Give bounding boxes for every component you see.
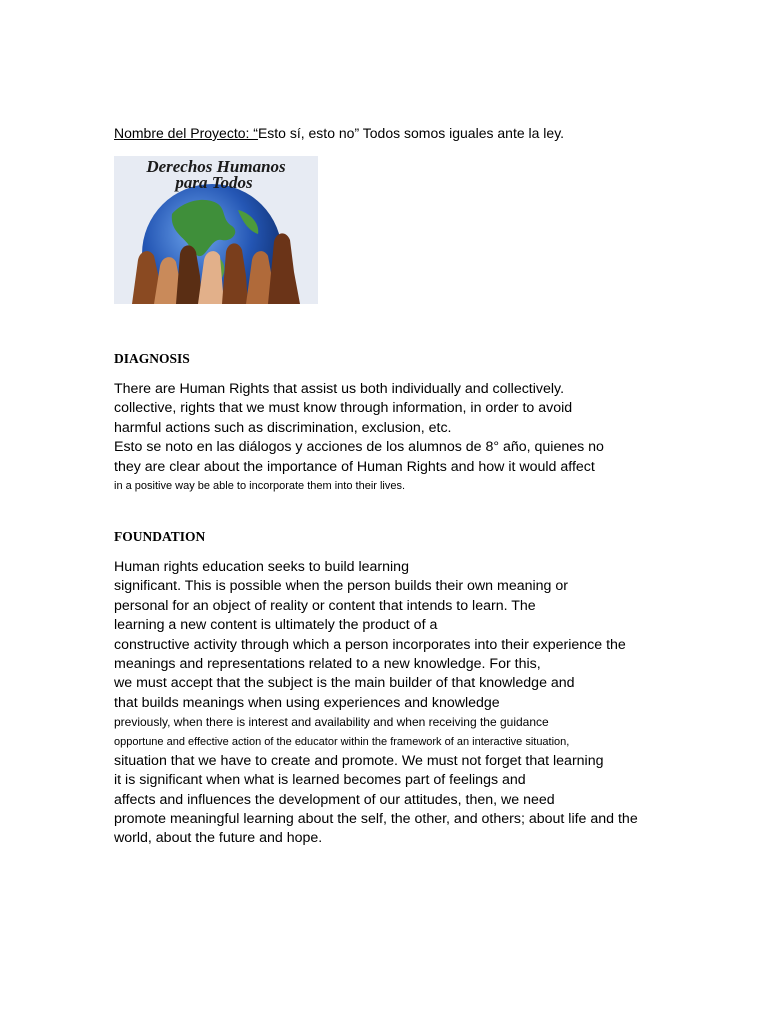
foundation-line: significant. This is possible when the person builds their own meaning or bbox=[114, 578, 568, 595]
foundation-line: affects and influences the development of our attitudes, then, we need bbox=[114, 791, 555, 808]
foundation-line: Human rights education seeks to build learning bbox=[114, 559, 409, 575]
foundation-line: learning a new content is ultimately the product of a bbox=[114, 617, 438, 634]
foundation-paragraph bbox=[114, 558, 638, 849]
diagnosis-line: harmful actions such as discrimination, exclusion, etc. bbox=[114, 419, 452, 436]
project-name-line bbox=[114, 124, 564, 142]
foundation-line: it is significant when what is learned becomes part of feelings and bbox=[114, 772, 526, 789]
foundation-line: world, about the future and hope. bbox=[114, 830, 323, 847]
foundation-line: we must accept that the subject is the main builder of that knowledge and bbox=[114, 675, 575, 692]
human-rights-banner-image bbox=[114, 156, 318, 304]
diagnosis-line: they are clear about the importance of Human Rights and how it would affect bbox=[114, 458, 595, 475]
foundation-line: meanings and representations related to a new knowledge. For this, bbox=[114, 655, 541, 672]
foundation-line: promote meaningful learning about the self, the other, and others; about life and the bbox=[114, 811, 638, 828]
diagnosis-paragraph bbox=[114, 380, 604, 496]
foundation-line: opportune and effective action of the educator within the framework of an interactive situation, bbox=[114, 735, 570, 748]
diagnosis-heading: DIAGNOSIS bbox=[114, 351, 190, 366]
diagnosis-line: collective, rights that we must know through information, in order to avoid bbox=[114, 400, 573, 417]
diagnosis-line: in a positive way be able to incorporate them into their lives. bbox=[114, 479, 406, 492]
foundation-line: that builds meanings when using experiences and knowledge bbox=[114, 694, 500, 711]
banner-title-line2: para Todos bbox=[175, 173, 253, 192]
project-name-title: Esto sí, esto no” Todos somos iguales ante la ley. bbox=[257, 125, 565, 141]
foundation-heading: FOUNDATION bbox=[114, 529, 206, 544]
banner-title-line1: Derechos Humanos bbox=[146, 157, 286, 176]
foundation-line: previously, when there is interest and availability and when receiving the guidance bbox=[114, 715, 549, 730]
diagnosis-line: Esto se noto en las diálogos y acciones de los alumnos de 8° año, quienes no bbox=[114, 439, 604, 456]
foundation-line: personal for an object of reality or content that intends to learn. The bbox=[114, 597, 536, 614]
foundation-line: constructive activity through which a person incorporates into their experience the bbox=[114, 636, 626, 653]
diagnosis-line: There are Human Rights that assist us both individually and collectively. bbox=[114, 381, 565, 397]
foundation-line: situation that we have to create and promote. We must not forget that learning bbox=[114, 752, 604, 769]
project-name-label: Nombre del Proyecto: “ bbox=[114, 125, 258, 141]
